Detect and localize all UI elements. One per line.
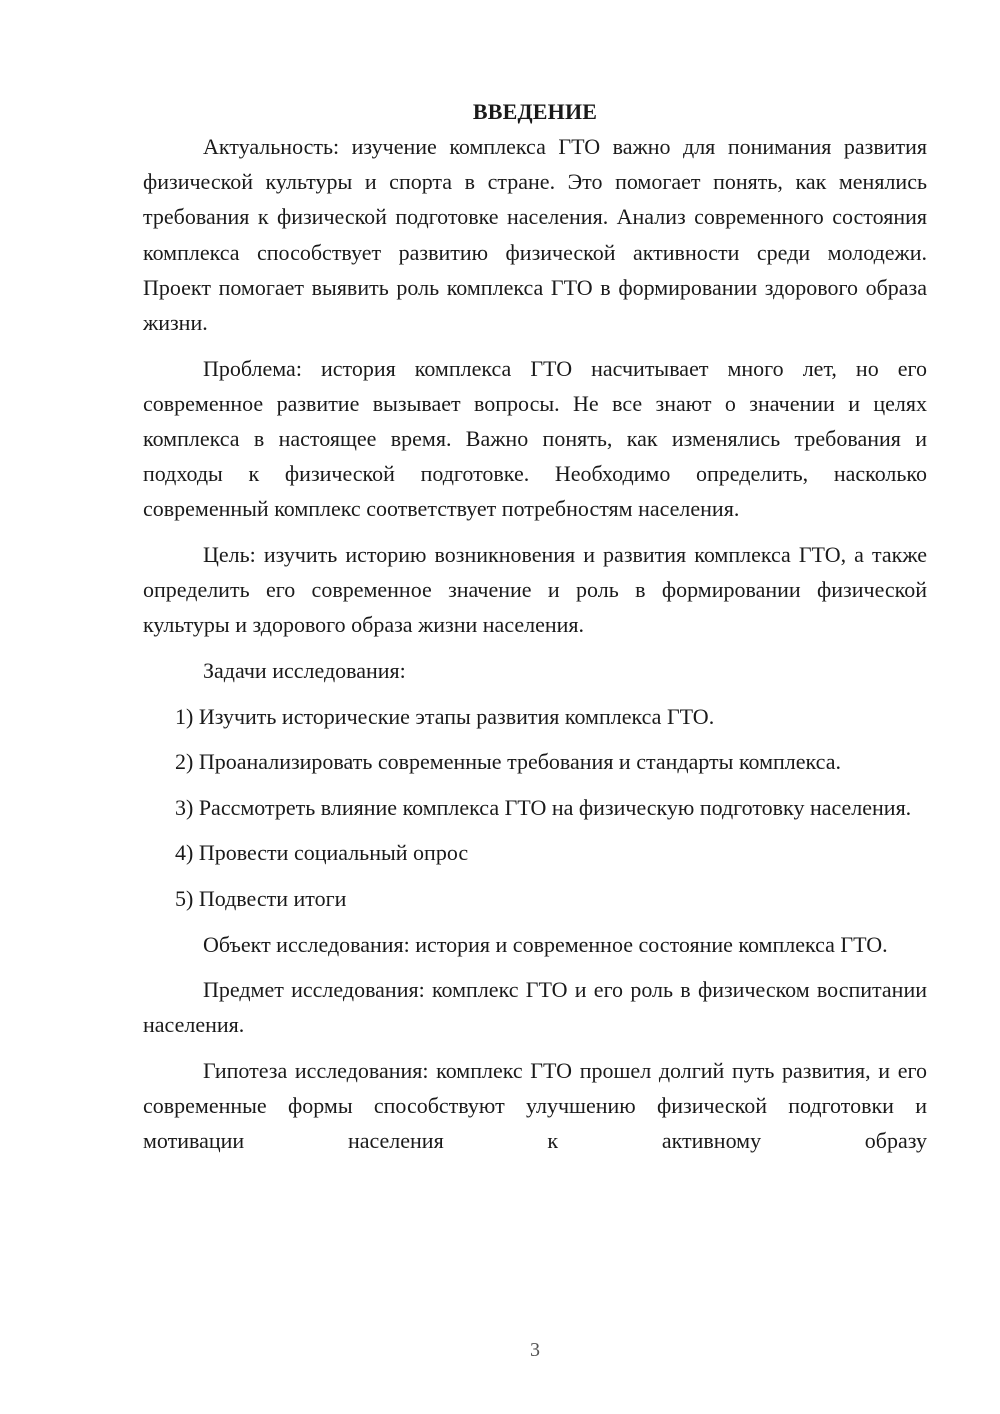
paragraph-hypothesis: Гипотеза исследования: комплекс ГТО прошел долгий путь развития, и его современные формы способствуют улучшению физической подготовки и мотивации населения к активному образу <box>143 1057 927 1154</box>
section-title: ВВЕДЕНИЕ <box>472 99 598 124</box>
task-item-3: 3) Рассмотреть влияние комплекса ГТО на физическую подготовку населения. <box>175 794 912 820</box>
page-number: 3 <box>530 1339 540 1361</box>
paragraph-problem: Проблема: история комплекса ГТО насчитывает много лет, но его современное развитие вызывает вопросы. Не все знают о значении и целях комплекса в настоящее время. Важно понять, как изменялись требования и подходы к физической подготовке. Необходимо определить, насколько современный комплекс соответствует потребностям населения. <box>143 355 927 522</box>
paragraph-object: Объект исследования: история и современное состояние комплекса ГТО. <box>203 931 888 957</box>
paragraph-relevance: Актуальность: изучение комплекса ГТО важно для понимания развития физической культуры и спорта в стране. Это помогает понять, как менялись требования к физической подготовке населения. Анализ современного состояния комплекса способствует развитию физической активности среди молодежи. Проект помогает выявить роль комплекса ГТО в формировании здорового образа жизни. <box>143 134 927 336</box>
task-item-1: 1) Изучить исторические этапы развития комплекса ГТО. <box>175 703 715 729</box>
paragraph-subject: Предмет исследования: комплекс ГТО и его роль в физическом воспитании населения. <box>143 977 927 1038</box>
task-item-5: 5) Подвести итоги <box>175 885 347 911</box>
paragraph-goal: Цель: изучить историю возникновения и развития комплекса ГТО, а также определить его современное значение и роль в формировании физической культуры и здорового образа жизни населения. <box>143 542 927 638</box>
task-item-4: 4) Провести социальный опрос <box>175 840 469 866</box>
document-body <box>143 94 927 1169</box>
tasks-heading: Задачи исследования: <box>203 658 406 684</box>
task-item-2: 2) Проанализировать современные требования и стандарты комплекса. <box>175 749 841 775</box>
